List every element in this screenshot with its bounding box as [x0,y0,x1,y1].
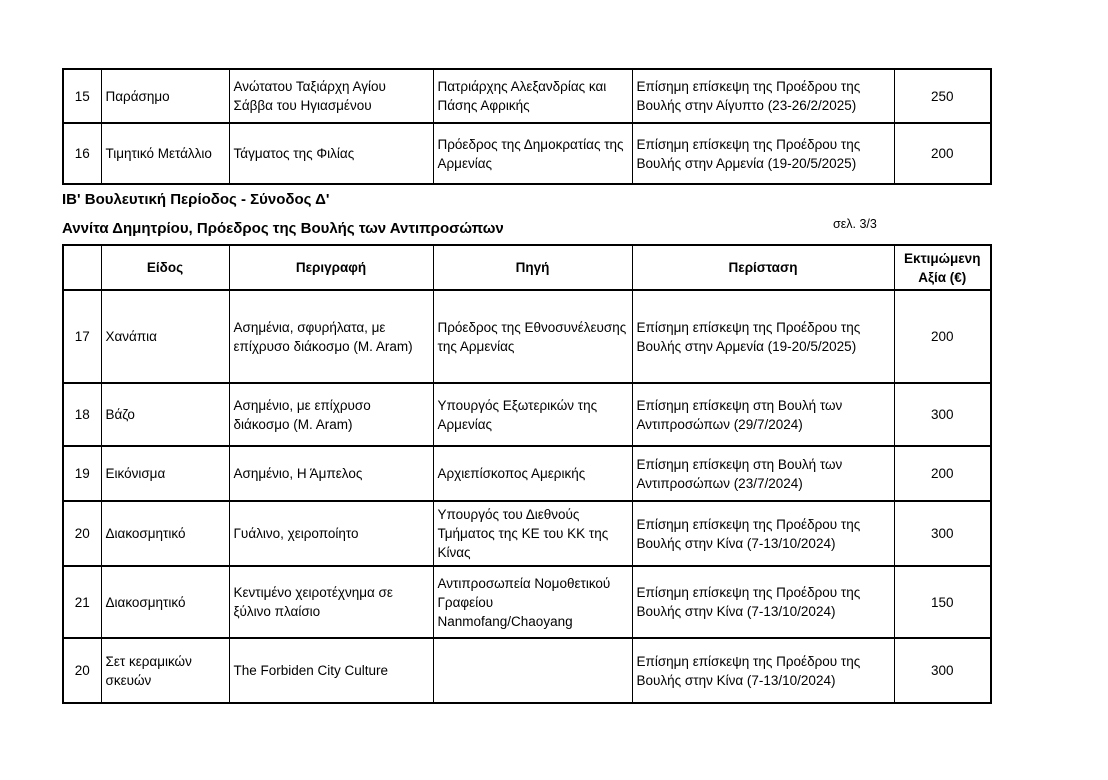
cell-occasion: Επίσημη επίσκεψη της Προέδρου της Βουλής στην Αίγυπτο (23-26/2/2025) [632,69,894,123]
person-heading: Αννίτα Δημητρίου, Πρόεδρος της Βουλής των Αντιπροσώπων [62,220,504,237]
cell-type: Παράσημο [101,69,229,123]
gifts-table [62,244,992,704]
header-source: Πηγή [433,245,632,290]
cell-source: Πρόεδρος της Δημοκρατίας της Αρμενίας [433,123,632,184]
cell-value: 300 [894,383,991,446]
cell-occasion: Επίσημη επίσκεψη της Προέδρου της Βουλής στην Αρμενία (19-20/5/2025) [632,290,894,383]
cell-no: 15 [63,69,101,123]
cell-value: 300 [894,638,991,703]
cell-type: Βάζο [101,383,229,446]
cell-value: 150 [894,566,991,638]
cell-value: 200 [894,290,991,383]
cell-description: Ασημένιο, με επίχρυσο διάκοσμο (M. Aram) [229,383,433,446]
cell-no: 19 [63,446,101,501]
cell-description: The Forbiden City Culture [229,638,433,703]
table-row [63,566,991,638]
cell-description: Ασημένιο, Η Άμπελος [229,446,433,501]
cell-description: Ανώτατου Ταξιάρχη Αγίου Σάββα του Ηγιασμένου [229,69,433,123]
page-number-label: σελ. 3/3 [833,217,877,231]
cell-type: Διακοσμητικό [101,501,229,566]
cell-source: Πρόεδρος της Εθνοσυνέλευσης της Αρμενίας [433,290,632,383]
cell-occasion: Επίσημη επίσκεψη της Προέδρου της Βουλής στην Κίνα (7-13/10/2024) [632,638,894,703]
cell-occasion: Επίσημη επίσκεψη στη Βουλή των Αντιπροσώπων (29/7/2024) [632,383,894,446]
cell-no: 17 [63,290,101,383]
cell-no: 20 [63,501,101,566]
cell-no: 21 [63,566,101,638]
cell-source: Αντιπροσωπεία Νομοθετικού Γραφείου Nanmofang/Chaoyang [433,566,632,638]
header-description: Περιγραφή [229,245,433,290]
cell-no: 16 [63,123,101,184]
cell-occasion: Επίσημη επίσκεψη στη Βουλή των Αντιπροσώπων (23/7/2024) [632,446,894,501]
table-row [63,290,991,383]
header-type: Είδος [101,245,229,290]
cell-occasion: Επίσημη επίσκεψη της Προέδρου της Βουλής στην Αρμενία (19-20/5/2025) [632,123,894,184]
cell-value: 200 [894,123,991,184]
table-row [63,501,991,566]
cell-no: 20 [63,638,101,703]
cell-source: Αρχιεπίσκοπος Αμερικής [433,446,632,501]
cell-source [433,638,632,703]
cell-value: 300 [894,501,991,566]
cell-source: Πατριάρχης Αλεξανδρίας και Πάσης Αφρικής [433,69,632,123]
cell-description: Τάγματος της Φιλίας [229,123,433,184]
cell-value: 200 [894,446,991,501]
cell-description: Γυάλινο, χειροποίητο [229,501,433,566]
table-row [63,69,991,123]
cell-description: Κεντιμένο χειροτέχνημα σε ξύλινο πλαίσιο [229,566,433,638]
header-no [63,245,101,290]
cell-description: Ασημένια, σφυρήλατα, με επίχρυσο διάκοσμο (M. Aram) [229,290,433,383]
period-heading: ΙΒ' Βουλευτική Περίοδος - Σύνοδος Δ' [62,191,330,208]
table-row [63,446,991,501]
cell-source: Υπουργός του Διεθνούς Τμήματος της ΚΕ του ΚΚ της Κίνας [433,501,632,566]
cell-source: Υπουργός Εξωτερικών της Αρμενίας [433,383,632,446]
header-value: Εκτιμώμενη Αξία (€) [894,245,991,290]
table-row [63,638,991,703]
cell-type: Διακοσμητικό [101,566,229,638]
cell-type: Σετ κεραμικών σκευών [101,638,229,703]
table-header-row [63,245,991,290]
cell-occasion: Επίσημη επίσκεψη της Προέδρου της Βουλής στην Κίνα (7-13/10/2024) [632,566,894,638]
cell-occasion: Επίσημη επίσκεψη της Προέδρου της Βουλής στην Κίνα (7-13/10/2024) [632,501,894,566]
gifts-table-continued [62,68,992,185]
table-row [63,123,991,184]
cell-no: 18 [63,383,101,446]
cell-value: 250 [894,69,991,123]
cell-type: Εικόνισμα [101,446,229,501]
table-row [63,383,991,446]
header-occasion: Περίσταση [632,245,894,290]
cell-type: Τιμητικό Μετάλλιο [101,123,229,184]
cell-type: Χανάπια [101,290,229,383]
